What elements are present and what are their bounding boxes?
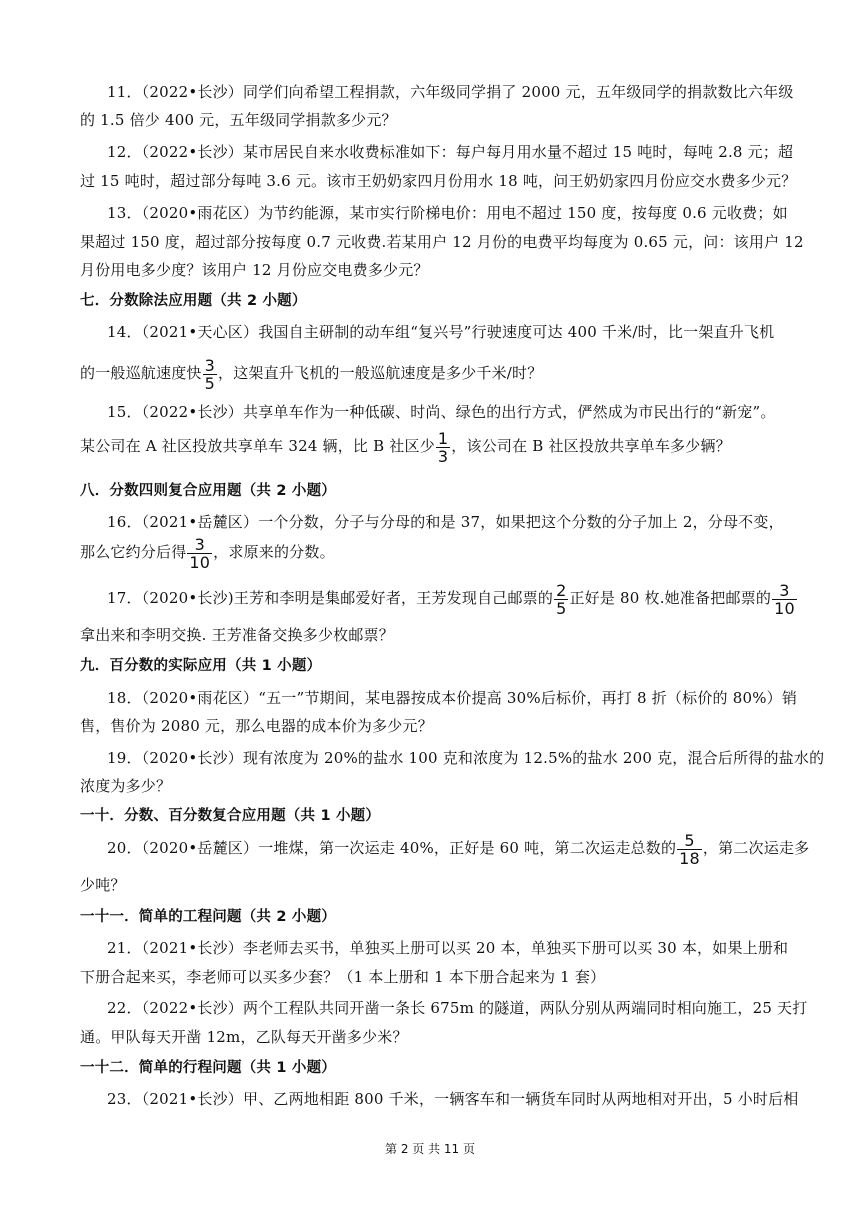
q19-line1: 19．（2020•长沙）现有浓度为 20%的盐水 100 克和浓度为 12.5%的盐水 200 克，混合后所得的盐水的 bbox=[107, 749, 825, 767]
fraction-2-5 bbox=[554, 582, 568, 617]
q18-line2: 售，售价为 2080 元，那么电器的成本价为多少元？ bbox=[80, 717, 433, 735]
q14-text-b: ，这架直升飞机的一般巡航速度是多少千米/时？ bbox=[218, 364, 543, 382]
fraction-numerator: 5 bbox=[677, 832, 702, 850]
fraction-numerator: 1 bbox=[437, 428, 449, 448]
fraction-numerator: 3 bbox=[187, 536, 212, 554]
section-heading-8: 八．分数四则复合应用题（共 2 小题） bbox=[80, 483, 336, 499]
q15-line1: 15．（2022•长沙）共享单车作为一种低碳、时尚、绿色的出行方式，俨然成为市民出行的“新宠”。 bbox=[107, 403, 776, 421]
fraction-denominator: 5 bbox=[204, 373, 215, 393]
fraction-denominator: 18 bbox=[679, 848, 700, 868]
section-heading-12: 一十二．简单的行程问题（共 1 小题） bbox=[80, 1060, 336, 1076]
fraction-denominator: 10 bbox=[774, 598, 795, 618]
fraction-numerator: 3 bbox=[772, 582, 797, 600]
fraction-3-5 bbox=[203, 357, 217, 392]
fraction-3-10 bbox=[187, 536, 212, 571]
section-heading-9: 九．百分数的实际应用（共 1 小题） bbox=[80, 658, 322, 674]
q20-text-b: ，第二次运走多 bbox=[702, 839, 810, 857]
fraction-numerator: 2 bbox=[556, 580, 567, 600]
fraction-5-18 bbox=[677, 832, 702, 867]
fraction-denominator: 10 bbox=[189, 552, 211, 572]
fraction-1-3 bbox=[436, 430, 450, 465]
q16-text-a: 那么它约分后得 bbox=[80, 543, 187, 561]
fraction-denominator: 3 bbox=[437, 446, 449, 466]
q14-line1: 14．（2021•天心区）我国自主研制的动车组“复兴号”行驶速度可达 400 千米/时，比一架直升飞机 bbox=[107, 323, 775, 341]
section-heading-11: 一十一．简单的工程问题（共 2 小题） bbox=[80, 909, 336, 925]
fraction-numerator: 3 bbox=[204, 355, 215, 375]
q12-line1: 12．（2022•长沙）某市居民自来水收费标准如下：每户每月用水量不超过 15 吨时，每吨 2.8 元；超 bbox=[107, 143, 794, 161]
section-heading-10: 一十．分数、百分数复合应用题（共 1 小题） bbox=[80, 808, 381, 824]
q21-line1: 21．（2021•长沙）李老师去买书，单独买上册可以买 20 本，单独买下册可以买 30 本，如果上册和 bbox=[107, 939, 789, 957]
q23-line1: 23．（2021•长沙）甲、乙两地相距 800 千米，一辆客车和一辆货车同时从两地相对开出，5 小时后相 bbox=[107, 1090, 799, 1108]
q11-line2: 的 1.5 倍少 400 元，五年级同学捐款多少元？ bbox=[80, 111, 397, 129]
q20-text-a: 20．（2020•岳麓区）一堆煤，第一次运走 40%，正好是 60 吨，第二次运走总数的 bbox=[107, 839, 677, 857]
q17-text-a: 17．（2020•长沙)王芳和李明是集邮爱好者，王芳发现自己邮票的 bbox=[107, 589, 554, 607]
q18-line1: 18．（2020•雨花区）“五一”节期间，某电器按成本价提高 30%后标价，再打 8 折（标价的 80%）销 bbox=[107, 689, 798, 707]
q14-line2 bbox=[80, 353, 780, 393]
fraction-denominator: 5 bbox=[556, 598, 567, 618]
q12-line2: 过 15 吨时，超过部分每吨 3.6 元。该市王奶奶家四月份用水 18 吨，问王奶奶家四月份应交水费多少元？ bbox=[80, 172, 797, 190]
page-footer: 第 2 页 共 11 页 bbox=[385, 1142, 475, 1156]
q16-line2 bbox=[80, 532, 780, 572]
q13-line3: 月份用电多少度？该用户 12 月份应交电费多少元？ bbox=[80, 261, 429, 279]
section-heading-7: 七．分数除法应用题（共 2 小题） bbox=[80, 293, 307, 309]
q15-line2 bbox=[80, 426, 780, 466]
q22-line2: 通。甲队每天开凿 12m，乙队每天开凿多少米？ bbox=[80, 1028, 408, 1046]
q13-line1: 13．（2020•雨花区）为节约能源，某市实行阶梯电价：用电不超过 150 度，按每度 0.6 元收费；如 bbox=[107, 204, 788, 222]
q17-text-b: 正好是 80 枚.她准备把邮票的 bbox=[569, 589, 772, 607]
q13-line2: 果超过 150 度，超过部分按每度 0.7 元收费.若某用户 12 月份的电费平均每度为 0.65 元，问：该用户 12 bbox=[80, 233, 804, 251]
q21-line2: 下册合起来买，李老师可以买多少套？（1 本上册和 1 本下册合起来为 1 套） bbox=[80, 968, 606, 986]
q17-line2: 拿出来和李明交换. 王芳准备交换多少枚邮票？ bbox=[80, 626, 394, 644]
q15-text-a: 某公司在 A 社区投放共享单车 324 辆，比 B 社区少 bbox=[80, 437, 435, 455]
q20-line2: 少吨？ bbox=[80, 876, 126, 894]
q19-line2: 浓度为多少？ bbox=[80, 777, 172, 795]
q15-text-b: ，该公司在 B 社区投放共享单车多少辆？ bbox=[451, 437, 731, 455]
q20-line1 bbox=[107, 828, 810, 868]
q14-text-a: 的一般巡航速度快 bbox=[80, 364, 202, 382]
q16-text-b: ，求原来的分数。 bbox=[213, 543, 335, 561]
q22-line1: 22．（2022•长沙）两个工程队共同开凿一条长 675m 的隧道，两队分别从两端同时相向施工，25 天打 bbox=[107, 999, 808, 1017]
q17-line1 bbox=[107, 578, 807, 618]
q16-line1: 16．（2021•岳麓区）一个分数，分子与分母的和是 37，如果把这个分数的分子加上 2，分母不变， bbox=[107, 513, 784, 531]
q11-line1: 11．（2022•长沙）同学们向希望工程捐款，六年级同学捐了 2000 元，五年级同学的捐款数比六年级 bbox=[107, 83, 794, 101]
fraction-3-10-b bbox=[772, 582, 797, 617]
